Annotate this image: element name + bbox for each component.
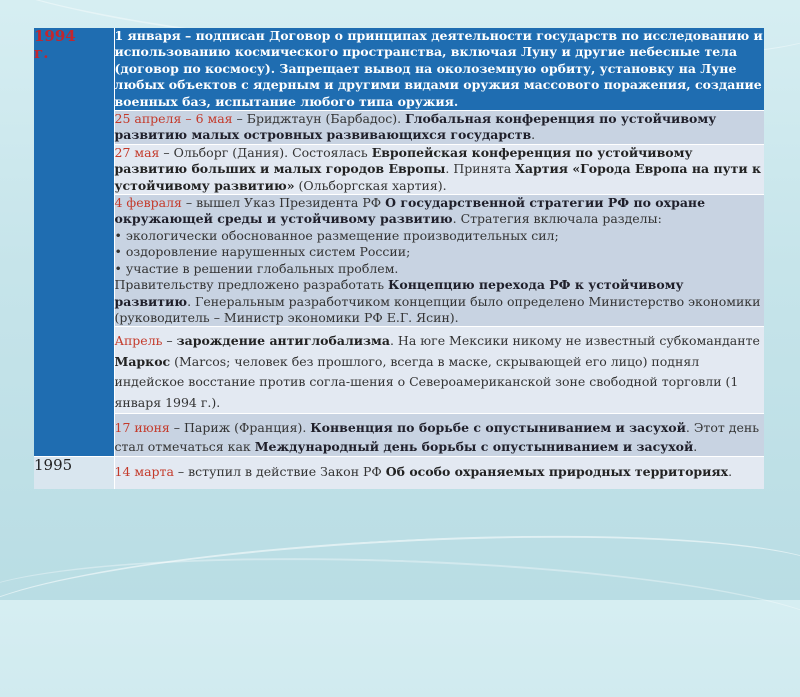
event-text: . Принята	[445, 161, 516, 177]
event-text: . Генеральным разработчиком концепции было определено Министерство экономики (руководитель – Министр экономики РФ Е.Г. Ясин).	[114, 293, 761, 325]
event-text: (Ольборгская хартия).	[294, 177, 447, 193]
event-highlight: зарождение антиглобализма	[176, 333, 390, 349]
event-text: .	[531, 127, 536, 143]
background-wave	[0, 545, 800, 697]
year-cell-1995	[34, 457, 114, 490]
event-text: – вышел Указ Президента РФ	[181, 195, 386, 211]
bullet-item: • оздоровление нарушенных систем России;	[114, 244, 411, 260]
event-highlight: Глобальная конференция по устойчивому развитию малых островных развивающихся государств	[114, 111, 717, 143]
event-presidential-decree	[114, 195, 764, 327]
event-text: . Стратегия включала разделы:	[452, 211, 662, 227]
year-cell-1994	[34, 28, 114, 457]
event-text: – Париж (Франция).	[169, 420, 311, 436]
event-text: .	[693, 439, 698, 455]
bullet-item: • участие в решении глобальных проблем.	[114, 260, 399, 276]
event-highlight: Хартия «Города Европа на пути к устойчивому развитию»	[114, 161, 761, 193]
table-row	[34, 144, 764, 194]
event-aalborg-conference	[114, 144, 764, 194]
event-protected-territories-law	[114, 457, 764, 490]
table-row	[34, 327, 764, 414]
event-highlight: Европейская конференция по устойчивому развитию больших и малых городов Европы	[114, 144, 693, 177]
event-text: 1 января – подписан Договор о принципах деятельности государств по исследованию и использованию космического пространства, включая Луну и другие небесные тела (договор по космосу). Запрещает вывод на околоземную орбиту, установку на Луне любых объектов с ядерным и другими видами оружия массового поражения, создание военных баз, испытание любого типа оружия.	[114, 28, 763, 109]
event-highlight: Концепцию перехода РФ к устойчивому развитию	[114, 277, 684, 309]
event-date: 4 февраля	[114, 195, 182, 211]
event-text: (Marcos; человек без прошлого, всегда в маске, скрывающей его лицо) поднял индейское восстание против согла-шения о Североамериканской зоне свободной торговли (1 января 1994 г.).	[114, 353, 739, 410]
table-row	[34, 195, 764, 327]
timeline-table	[34, 28, 764, 489]
event-highlight: Конвенция по борьбе с опустыниванием и засухой	[310, 420, 686, 436]
table-row	[34, 414, 764, 457]
event-desertification-convention	[114, 414, 764, 457]
event-text: Правительству предложено разработать	[114, 277, 389, 293]
event-date: Апрель	[114, 333, 163, 349]
event-text: –	[162, 333, 177, 349]
table-row	[34, 111, 764, 145]
bullet-item: • экологически обоснованное размещение производительных сил;	[114, 227, 559, 243]
event-highlight: Об особо охраняемых природных территориях	[385, 464, 729, 480]
event-date: 27 мая	[114, 144, 160, 160]
event-date: 17 июня	[114, 420, 170, 436]
event-text: – вступил в действие Закон РФ	[173, 464, 386, 480]
event-text: – Бриджтаун (Барбадос).	[232, 111, 406, 127]
event-text: . На юге Мексики никому не известный субкоманданте	[389, 333, 760, 349]
event-antiglobalism	[114, 327, 764, 414]
event-highlight: Маркос	[114, 353, 171, 369]
event-bridgetown-conference	[114, 111, 764, 145]
event-date: 25 апреля – 6 мая	[114, 111, 233, 127]
event-text: . Этот день стал отмечаться как	[114, 420, 759, 455]
table-row	[34, 28, 764, 111]
event-date: 14 марта	[114, 464, 174, 480]
event-text: .	[728, 464, 733, 480]
background-wave	[0, 517, 800, 685]
event-text: – Ольборг (Дания). Состоялась	[159, 144, 372, 160]
event-highlight: Международный день борьбы с опустыниванием и засухой	[254, 439, 694, 455]
year-label: 1994 г.	[34, 27, 76, 62]
table-row	[34, 457, 764, 490]
event-treaty-outer-space	[114, 28, 764, 111]
year-label: 1995	[34, 456, 73, 475]
event-highlight: О государственной стратегии РФ по охране окружающей среды и устойчивому развитию	[114, 195, 706, 227]
